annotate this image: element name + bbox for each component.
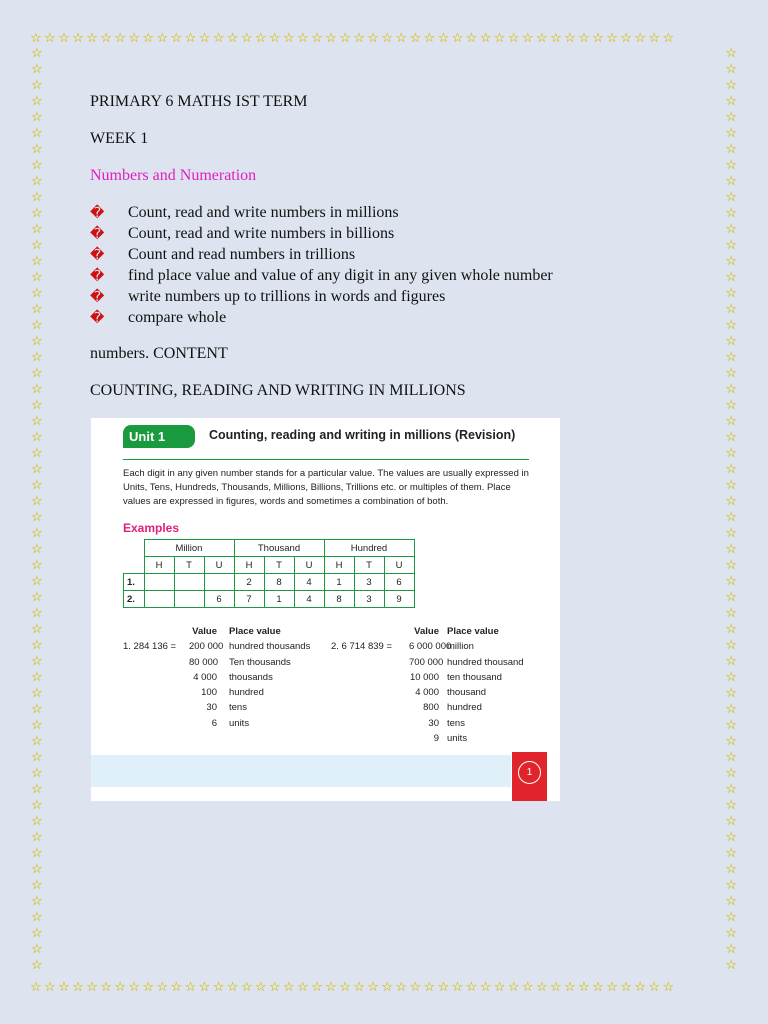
week-label: WEEK 1 xyxy=(90,130,149,147)
example2-value: 700 000 xyxy=(409,656,444,668)
example1-place: units xyxy=(229,717,250,729)
column-header: T xyxy=(174,557,204,574)
example2-value: 800 xyxy=(423,702,439,714)
page-badge xyxy=(512,752,547,801)
example1-place: hundred xyxy=(229,687,264,699)
column-header: H xyxy=(144,557,174,574)
objective-text: Count and read numbers in trillions xyxy=(128,246,356,263)
example1-place: tens xyxy=(229,702,247,714)
example2-place: million xyxy=(447,641,474,653)
table-cell xyxy=(204,574,234,591)
example2-places-col xyxy=(447,624,524,746)
place-value-header: Place value xyxy=(447,626,499,637)
value-header: Value xyxy=(192,626,217,637)
bullet-marker: � xyxy=(90,289,105,305)
group-header: Hundred xyxy=(324,540,414,557)
example2-value: 10 000 xyxy=(409,671,439,683)
column-header: U xyxy=(294,557,324,574)
example1-value: 200 000 xyxy=(189,641,224,653)
example1-place: hundred thousands xyxy=(229,641,311,653)
example1-prefix: 1. 284 136 = xyxy=(123,641,177,653)
topic-heading: Numbers and Numeration xyxy=(90,167,257,184)
column-header: T xyxy=(354,557,384,574)
objective-item xyxy=(90,267,553,285)
example1-value: 100 xyxy=(201,687,217,699)
star-border-top: ☆☆☆☆☆☆☆☆☆☆☆☆☆☆☆☆☆☆☆☆☆☆☆☆☆☆☆☆☆☆☆☆☆☆☆☆☆☆☆☆☆☆☆☆☆☆ xyxy=(30,31,677,46)
textbook-excerpt-image xyxy=(91,418,560,801)
example2-value: 6 000 000 xyxy=(409,641,452,653)
example2-place: hundred thousand xyxy=(447,656,524,668)
objective-item xyxy=(90,246,355,264)
table-cell xyxy=(144,591,174,608)
objective-item xyxy=(90,204,399,222)
table-cell: 9 xyxy=(384,591,414,608)
bullet-marker: � xyxy=(90,268,105,284)
example2-place: thousand xyxy=(447,687,487,699)
examples-label: Examples xyxy=(123,521,180,535)
table-cell: 3 xyxy=(354,591,384,608)
objective-text: find place value and value of any digit in any given whole number xyxy=(128,267,553,284)
example1-value: 30 xyxy=(206,702,217,714)
table-cell xyxy=(144,574,174,591)
example2-place: tens xyxy=(447,717,465,729)
table-cell: 1 xyxy=(264,591,294,608)
star-border-left: ☆ ☆ ☆ ☆ ☆ ☆ ☆ ☆ ☆ ☆ ☆ ☆ ☆ ☆ ☆ ☆ ☆ ☆ ☆ ☆ ☆ ☆ ☆ ☆ ☆ ☆ ☆ ☆ ☆ ☆ ☆ ☆ ☆ ☆ ☆ ☆ ☆ ☆ ☆ ☆ ☆ ☆ ☆ ☆ ☆ ☆ ☆ ☆ ☆ ☆ ☆ ☆ ☆ ☆ ☆ ☆ ☆ ☆ xyxy=(31,46,43,973)
star-border-right: ☆ ☆ ☆ ☆ ☆ ☆ ☆ ☆ ☆ ☆ ☆ ☆ ☆ ☆ ☆ ☆ ☆ ☆ ☆ ☆ ☆ ☆ ☆ ☆ ☆ ☆ ☆ ☆ ☆ ☆ ☆ ☆ ☆ ☆ ☆ ☆ ☆ ☆ ☆ ☆ ☆ ☆ ☆ ☆ ☆ ☆ ☆ ☆ ☆ ☆ ☆ ☆ ☆ ☆ ☆ ☆ ☆ ☆ xyxy=(725,46,737,973)
bullet-marker: � xyxy=(90,205,105,221)
table-cell: 4 xyxy=(294,591,324,608)
table-cell: 8 xyxy=(264,574,294,591)
value-header: Value xyxy=(414,626,439,637)
star-border-bottom: ☆☆☆☆☆☆☆☆☆☆☆☆☆☆☆☆☆☆☆☆☆☆☆☆☆☆☆☆☆☆☆☆☆☆☆☆☆☆☆☆☆☆☆☆☆☆ xyxy=(30,980,677,995)
bullet-marker: � xyxy=(90,310,105,326)
place-value-header: Place value xyxy=(229,626,281,637)
example2-prefix-col xyxy=(331,624,392,655)
example2-value: 9 xyxy=(433,733,439,745)
column-header: U xyxy=(204,557,234,574)
column-header: U xyxy=(384,557,414,574)
row-label: 1. xyxy=(124,574,145,591)
example1-values-col xyxy=(189,624,224,731)
table-cell xyxy=(174,591,204,608)
table-cell: 1 xyxy=(324,574,354,591)
example2-prefix: 2. 6 714 839 = xyxy=(331,641,393,653)
table-cell xyxy=(174,574,204,591)
title-divider xyxy=(123,459,529,460)
example1-prefix-col xyxy=(123,624,176,655)
intro-paragraph: Each digit in any given number stands for a particular value. The values are usually expressed in Units, Tens, Hundreds, Thousands, Millions, Billions, Trillions etc. or multiples of them. Place values are expressed in figures, words and sometimes a combination of both. xyxy=(123,468,529,507)
column-header: H xyxy=(234,557,264,574)
example1-place: Ten thousands xyxy=(229,656,291,668)
objective-text: Count, read and write numbers in millions xyxy=(128,204,399,221)
unit-title: Counting, reading and writing in millions (Revision) xyxy=(209,428,516,442)
example2-value: 30 xyxy=(428,717,439,729)
table-row xyxy=(124,574,415,591)
example1-place: thousands xyxy=(229,671,273,683)
objective-text: compare whole xyxy=(128,309,227,326)
table-cell: 6 xyxy=(384,574,414,591)
table-cell: 8 xyxy=(324,591,354,608)
bullet-marker: � xyxy=(90,247,105,263)
example2-values-col xyxy=(409,624,452,746)
content-line: numbers. CONTENT xyxy=(90,345,228,362)
example1-value: 4 000 xyxy=(193,671,217,683)
group-header: Million xyxy=(144,540,234,557)
objective-item xyxy=(90,288,445,306)
table-cell: 7 xyxy=(234,591,264,608)
objective-text: Count, read and write numbers in billions xyxy=(128,225,395,242)
table-cell: 2 xyxy=(234,574,264,591)
sub-header-row xyxy=(124,557,415,574)
example1-value: 80 000 xyxy=(189,656,219,668)
example1-value: 6 xyxy=(211,717,217,729)
row-label: 2. xyxy=(124,591,145,608)
unit-badge: Unit 1 xyxy=(123,425,195,448)
example1-places-col xyxy=(229,624,310,731)
footer-band xyxy=(91,755,511,787)
example2-value: 4 000 xyxy=(415,687,439,699)
group-header: Thousand xyxy=(234,540,324,557)
column-header: H xyxy=(324,557,354,574)
table-row xyxy=(124,591,415,608)
document-title: PRIMARY 6 MATHS IST TERM xyxy=(90,93,308,110)
example2-place: hundred xyxy=(447,702,482,714)
objective-item xyxy=(90,309,226,327)
example2-place: units xyxy=(447,733,468,745)
table-cell: 4 xyxy=(294,574,324,591)
section-heading: COUNTING, READING AND WRITING IN MILLIONS xyxy=(90,382,466,399)
objective-text: write numbers up to trillions in words and figures xyxy=(128,288,446,305)
table-cell: 3 xyxy=(354,574,384,591)
table-cell: 6 xyxy=(204,591,234,608)
place-value-table xyxy=(123,539,415,608)
example2-place: ten thousand xyxy=(447,671,502,683)
bullet-marker: � xyxy=(90,226,105,242)
objective-item xyxy=(90,225,394,243)
page-number: 1 xyxy=(518,761,541,784)
column-header: T xyxy=(264,557,294,574)
